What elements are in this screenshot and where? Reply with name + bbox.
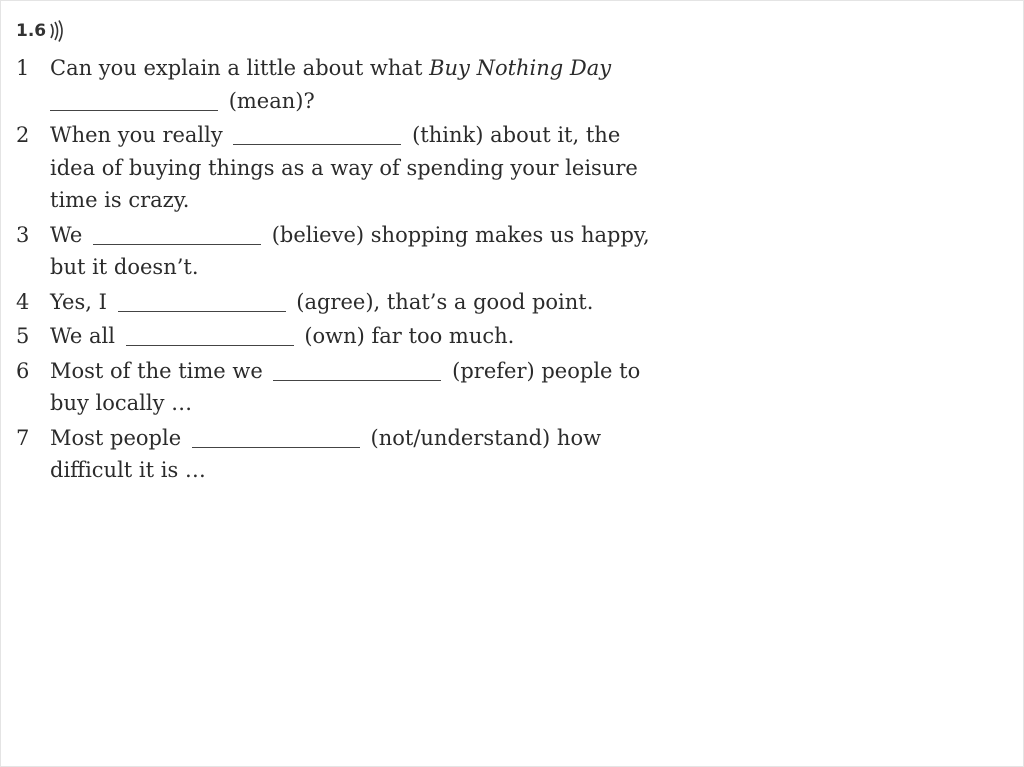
item-number: 2 [16, 123, 30, 147]
item-text [50, 320, 670, 353]
item-text-part: idea of buying things as a way of spending your leisure [50, 155, 638, 180]
item-text [50, 52, 670, 117]
item-text-part: We all [50, 324, 115, 348]
item-text-part: Can you explain a little about what [50, 56, 430, 80]
answer-blank[interactable] [273, 359, 441, 381]
item-number: 3 [16, 222, 30, 247]
item-text-part: difficult it is … [50, 458, 206, 482]
item-text [50, 422, 670, 487]
list-item [16, 320, 716, 353]
list-item [16, 219, 716, 284]
answer-blank[interactable] [233, 123, 401, 145]
item-number: 5 [16, 324, 30, 348]
item-number: 1 [16, 56, 30, 80]
answer-blank[interactable] [50, 89, 218, 111]
audio-waves-icon[interactable] [49, 20, 63, 42]
item-text [50, 355, 670, 420]
item-text-part: buy locally … [50, 391, 193, 415]
list-item [16, 52, 716, 117]
item-text-part: Most people [50, 425, 182, 450]
item-text-part: (prefer) people to [452, 358, 641, 383]
item-text-part: (think) about it, the [412, 123, 621, 147]
track-header [16, 14, 716, 48]
item-number: 7 [16, 425, 30, 450]
item-text [50, 286, 670, 319]
list-item [16, 119, 716, 217]
item-text-part: (believe) shopping makes us happy, [271, 222, 650, 247]
list-item [16, 422, 716, 487]
item-text-part: We [50, 222, 83, 247]
item-text-part: (own) far too much. [304, 324, 515, 348]
item-text-part: time is crazy. [50, 188, 190, 212]
item-text-part: Most of the time we [50, 358, 263, 383]
item-number: 6 [16, 358, 30, 383]
list-item [16, 286, 716, 319]
item-text-part: (agree), that’s a good point. [296, 289, 594, 314]
item-text [50, 119, 670, 217]
answer-blank[interactable] [192, 426, 360, 448]
exercise [16, 14, 716, 489]
answer-blank[interactable] [93, 223, 261, 245]
item-text-part: Yes, I [50, 289, 107, 314]
item-number: 4 [16, 289, 30, 314]
item-text-part: (mean)? [228, 88, 315, 113]
item-text [50, 219, 670, 284]
item-text-part: but it doesn’t. [50, 255, 199, 279]
answer-blank[interactable] [118, 290, 286, 312]
list-item [16, 355, 716, 420]
track-number: 1.6 [16, 21, 47, 41]
item-text-part: (not/understand) how [370, 425, 602, 450]
answer-blank[interactable] [126, 324, 294, 346]
item-text-part: When you really [50, 123, 223, 147]
item-title: Buy Nothing Day [429, 56, 612, 80]
exercise-items [16, 52, 716, 487]
